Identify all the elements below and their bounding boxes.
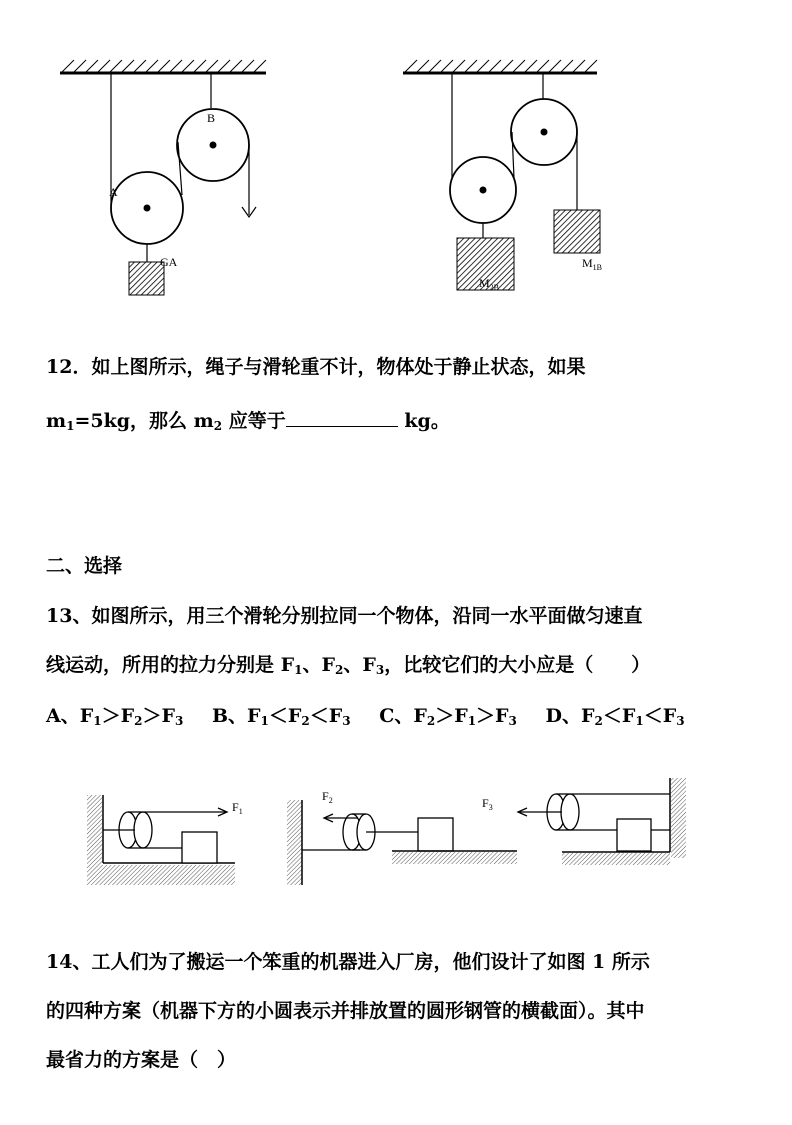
q13-figure bbox=[0, 770, 792, 895]
q13-line2-d: ，比较它们的大小应是（ ） bbox=[384, 654, 651, 676]
q13-fig3 bbox=[482, 778, 686, 865]
mass-1b bbox=[554, 210, 600, 253]
q13-line1: 13、如图所示，用三个滑轮分别拉同一个物体，沿同一水平面做匀速直 bbox=[46, 605, 643, 627]
q12-line2 bbox=[46, 410, 450, 431]
answer-blank[interactable] bbox=[286, 410, 398, 427]
q13-line2 bbox=[46, 656, 650, 675]
label-m2b: $M_{2B}$ bbox=[479, 276, 500, 292]
q13-options bbox=[46, 707, 707, 726]
label-m1b: $M_{1B}$ bbox=[582, 256, 603, 272]
q12-m2-sub: 2 bbox=[213, 419, 223, 433]
option-a[interactable]: A、$F_1>F_2>F_3$ bbox=[46, 705, 184, 728]
option-c[interactable]: C、$F_2>F_1>F_3$ bbox=[379, 705, 517, 728]
q13-fig1 bbox=[87, 795, 243, 885]
label-ga: GA bbox=[160, 255, 178, 269]
q13-sub-2: 2 bbox=[334, 663, 344, 677]
ceiling-hatch-left bbox=[62, 60, 266, 72]
q14-line2: 的四种方案（机器下方的小圆表示并排放置的圆形钢管的横截面）。其中 bbox=[46, 1000, 645, 1022]
label-b: B bbox=[207, 111, 216, 125]
q14-line1: 14、工人们为了搬运一个笨重的机器进入厂房，他们设计了如图 1 所示 bbox=[46, 951, 650, 973]
weight-ga bbox=[129, 262, 164, 295]
right-pulley-system bbox=[403, 60, 602, 292]
label-f3: $F_3$ bbox=[482, 796, 493, 812]
left-pulley-system bbox=[60, 60, 266, 295]
q12-unit: kg。 bbox=[397, 410, 450, 432]
q13-sub-1: 1 bbox=[294, 663, 303, 677]
q13-sub-3: 3 bbox=[375, 663, 385, 677]
label-f1: $F_1$ bbox=[232, 800, 243, 816]
q13-line2-c: 、F bbox=[343, 654, 376, 676]
q13-line2-a: 线运动，所用的拉力分别是 F bbox=[46, 654, 295, 676]
q14-line3: 最省力的方案是（ ） bbox=[46, 1049, 237, 1071]
q12-m1-value: =5kg，那么 m bbox=[74, 410, 214, 432]
section-title: 二、选择 bbox=[46, 555, 123, 577]
ceiling-hatch-right bbox=[405, 60, 597, 72]
option-b[interactable]: B、$F_1<F_2<F_3$ bbox=[211, 705, 351, 728]
pulley-figure-top bbox=[0, 0, 792, 310]
label-f2: $F_2$ bbox=[322, 789, 333, 805]
q12-m1-sub: 1 bbox=[66, 419, 75, 433]
q12-m2-suffix: 应等于 bbox=[222, 410, 286, 432]
option-d[interactable]: D、$F_2<F_1<F_3$ bbox=[545, 705, 685, 728]
q12-line1: 12．如上图所示，绳子与滑轮重不计，物体处于静止状态，如果 bbox=[46, 356, 586, 378]
q12-m1: m bbox=[46, 410, 67, 432]
q13-line2-b: 、F bbox=[302, 654, 335, 676]
label-a: A bbox=[109, 185, 118, 199]
